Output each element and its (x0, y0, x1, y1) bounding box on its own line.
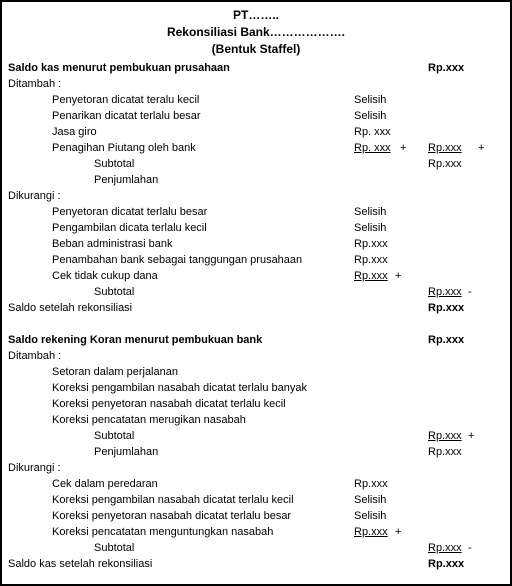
bank-collection-row (2, 140, 510, 156)
subtotal-label: Subtotal (94, 286, 135, 298)
operator-sign: + (468, 430, 475, 442)
item-label: Penyetoran dicatat teralu kecil (52, 94, 200, 106)
amount-cell: Rp.xxx (354, 254, 388, 266)
bank-balance-row (2, 332, 510, 348)
less-heading-row (2, 460, 510, 476)
item-label: Beban administrasi bank (52, 238, 173, 250)
amount-cell: Selisih (354, 94, 387, 106)
less-heading-row (2, 188, 510, 204)
amount-cell: Rp.xxx (428, 430, 462, 442)
amount-cell: Rp.xxx (428, 62, 465, 74)
withdrawal-recorded-low-row (2, 220, 510, 236)
amount-cell: Rp.xxx (428, 158, 462, 170)
document-subtitle: (Bentuk Staffel) (211, 42, 301, 56)
subtotal-label: Penjumlahan (94, 446, 159, 458)
outstanding-check-row (2, 476, 510, 492)
add-heading-row (2, 348, 510, 364)
item-label: Koreksi pengambilan nasabah dicatat terlalu kecil (52, 494, 294, 506)
subtotal-row (2, 428, 510, 444)
reconciled-bank-balance-row (2, 556, 510, 572)
item-label: Cek tidak cukup dana (52, 270, 158, 282)
subtotal-label: Subtotal (94, 430, 135, 442)
row-label: Ditambah : (8, 78, 62, 90)
item-label: Koreksi penyetoran nasabah dicatat terlalu besar (52, 510, 292, 522)
amount-cell: Selisih (354, 110, 387, 122)
item-label: Cek dalam peredaran (52, 478, 158, 490)
bank-charged-expense-row (2, 252, 510, 268)
amount-cell: Selisih (354, 206, 387, 218)
amount-cell: Rp. xxx (354, 142, 391, 154)
operator-sign: + (395, 526, 402, 538)
amount-cell: Rp.xxx (428, 142, 462, 154)
item-label: Penyetoran dicatat terlalu besar (52, 206, 208, 218)
item-label: Koreksi penyetoran nasabah dicatat terlalu kecil (52, 398, 286, 410)
row-label: Dikurangi : (8, 190, 61, 202)
subtotal-label: Subtotal (94, 542, 135, 554)
amount-cell: Rp. xxx (354, 126, 391, 138)
amount-cell: Rp.xxx (428, 334, 465, 346)
item-label: Setoran dalam perjalanan (52, 366, 178, 378)
amount-cell: Selisih (354, 222, 387, 234)
subtotal-row (2, 156, 510, 172)
row-label: Ditambah : (8, 350, 62, 362)
item-label: Penagihan Piutang oleh bank (52, 142, 196, 154)
operator-sign: + (478, 142, 485, 154)
deposit-in-transit-row (2, 364, 510, 380)
nsf-check-row (2, 268, 510, 284)
amount-cell: Rp.xxx (354, 238, 388, 250)
item-label: Penambahan bank sebagai tanggungan prusahaan (52, 254, 303, 266)
subtotal-label: Subtotal (94, 158, 135, 170)
deposit-recorded-high-row (2, 204, 510, 220)
item-label: Koreksi pengambilan nasabah dicatat terlalu banyak (52, 382, 307, 394)
company-name: PT…….. (232, 8, 279, 22)
add-heading-row (2, 76, 510, 92)
subtotal-row (2, 540, 510, 556)
row-label: Saldo rekening Koran menurut pembukuan bank (8, 334, 263, 346)
sum-row (2, 444, 510, 460)
operator-sign: - (468, 542, 472, 554)
amount-cell: Rp.xxx (428, 446, 462, 458)
amount-cell: Rp.xxx (428, 302, 465, 314)
item-label: Koreksi pencatatan menguntungkan nasabah (52, 526, 274, 538)
correction-deposit-high-row (2, 508, 510, 524)
deposit-recorded-low-row (2, 92, 510, 108)
item-label: Jasa giro (52, 126, 97, 138)
book-balance-row (2, 60, 510, 76)
operator-sign: + (395, 270, 402, 282)
amount-cell: Selisih (354, 494, 387, 506)
operator-sign: - (468, 286, 472, 298)
subtotal-row (2, 284, 510, 300)
item-label: Penarikan dicatat terlalu besar (52, 110, 201, 122)
row-label: Saldo setelah rekonsiliasi (8, 302, 133, 314)
correction-deposit-low-row (2, 396, 510, 412)
bank-admin-fee-row (2, 236, 510, 252)
amount-cell: Rp.xxx (428, 286, 462, 298)
withdrawal-recorded-high-row (2, 108, 510, 124)
item-label: Koreksi pencatatan merugikan nasabah (52, 414, 246, 426)
operator-sign: + (400, 142, 407, 154)
amount-cell: Rp.xxx (354, 270, 388, 282)
sum-row (2, 172, 510, 188)
row-label: Saldo kas menurut pembukuan prusahaan (8, 62, 230, 74)
row-label: Dikurangi : (8, 462, 61, 474)
correction-withdrawal-high-row (2, 380, 510, 396)
correction-loss-row (2, 412, 510, 428)
amount-cell: Rp.xxx (428, 558, 465, 570)
correction-withdrawal-low-row (2, 492, 510, 508)
subtotal-label: Penjumlahan (94, 174, 159, 186)
amount-cell: Rp.xxx (354, 478, 388, 490)
item-label: Pengambilan dicata terlalu kecil (52, 222, 207, 234)
row-label: Saldo kas setelah rekonsiliasi (8, 558, 153, 570)
document-title: Rekonsiliasi Bank………………. (166, 25, 346, 39)
reconciled-book-balance-row (2, 300, 510, 316)
amount-cell: Rp.xxx (428, 542, 462, 554)
amount-cell: Rp.xxx (354, 526, 388, 538)
correction-gain-row (2, 524, 510, 540)
current-account-service-row (2, 124, 510, 140)
amount-cell: Selisih (354, 510, 387, 522)
